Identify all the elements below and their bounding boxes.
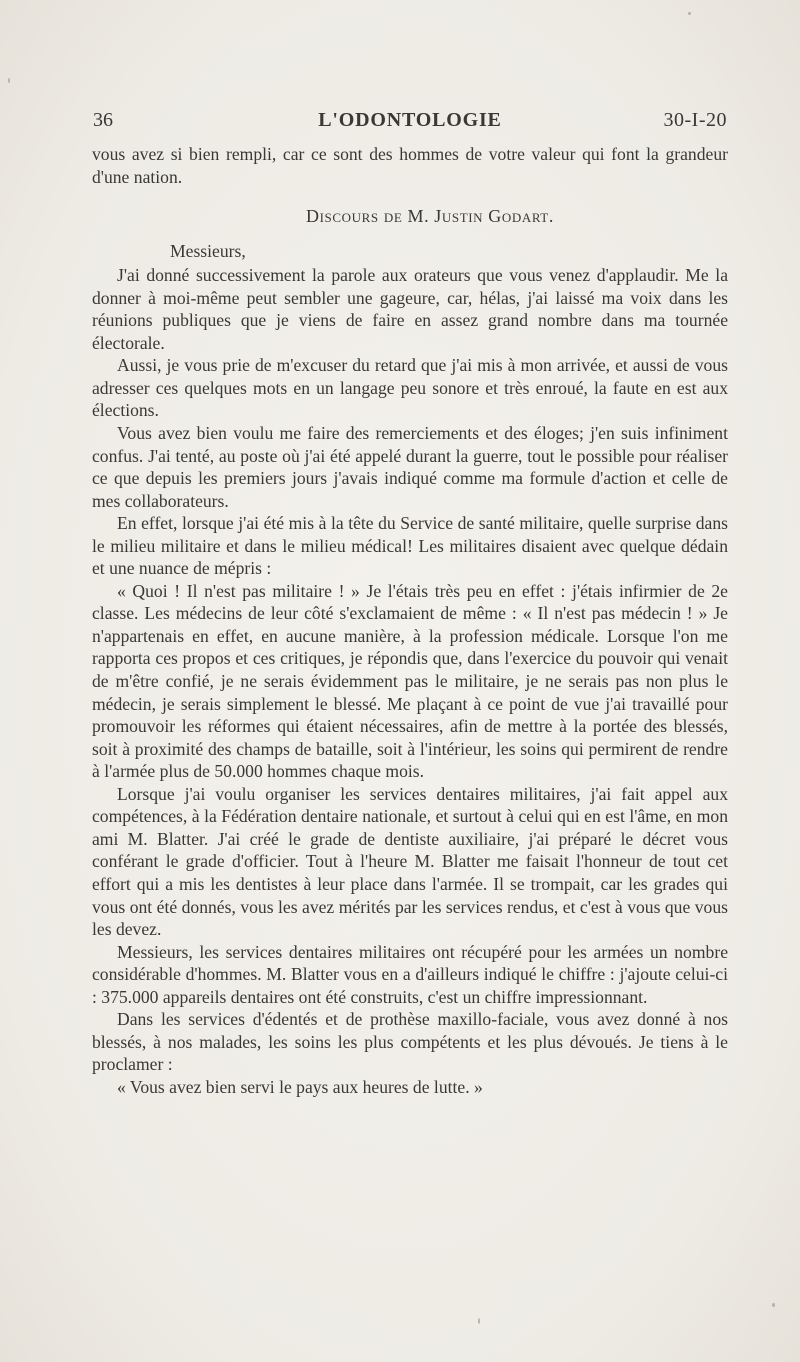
paragraph: Lorsque j'ai voulu organiser les services dentaires militaires, j'ai fait appel aux compétences, à la Fédération dentaire nationale, et surtout à celui qui en est l'âme, en mon ami M. Blatter. J'ai créé le grade de dentiste auxiliaire, j'ai préparé le décret vous conférant le grade d'officier. Tout à l'heure M. Blatter me faisait l'honneur de tout cet effort qui a mis les dentistes à leur place dans l'armée. Il se trompait, car les grades qui vous ont été donnés, vous les avez mérités par les services rendus, et c'est à vous que vous les devez.	[92, 783, 728, 940]
article-body	[92, 143, 728, 1098]
issue-date: 30-I-20	[663, 109, 727, 131]
paragraph: En effet, lorsque j'ai été mis à la tête du Service de santé militaire, quelle surprise dans le milieu militaire et dans le milieu médical! Les militaires disaient avec quelque dédain et une nuance de mépris :	[92, 513, 728, 579]
paper-speck	[772, 1303, 775, 1307]
section-heading: Discours de M. Justin Godart.	[306, 206, 554, 227]
journal-title: L'ODONTOLOGIE	[318, 109, 502, 131]
intro-paragraph: vous avez si bien rempli, car ce sont des hommes de votre valeur qui font la grandeur d'une nation.	[92, 144, 728, 187]
paper-speck	[8, 78, 10, 83]
paragraph: Aussi, je vous prie de m'excuser du retard que j'ai mis à mon arrivée, et aussi de vous adresser ces quelques mots en un langage peu sonore et très enroué, la faute en est aux élections.	[92, 355, 728, 421]
paragraph: « Quoi ! Il n'est pas militaire ! » Je l'étais très peu en effet : j'étais infirmier de 2e classe. Les médecins de leur côté s'exclamaient de même : « Il n'est pas médecin ! » Je n'appartenais en effet, en aucune manière, à la profession médicale. Lorsque l'on me rapporta ces propos et ces critiques, je répondis que, dans l'exercice du pouvoir qui venait de m'être confié, je ne serais évidemment pas le militaire, je ne serais pas non plus le médecin, je serais simplement le blessé. Me plaçant à ce point de vue j'ai travaillé pour promouvoir les réformes qui étaient nécessaires, afin de mettre à la portée des blessés, soit à proximité des champs de bataille, soit à l'intérieur, les soins qui permirent de rendre à l'armée plus de 50.000 hommes chaque mois.	[92, 580, 728, 782]
paragraph: J'ai donné successivement la parole aux orateurs que vous venez d'applaudir. Me la donner à moi-même peut sembler une gageure, car, hélas, j'ai laissé ma voix dans les réunions publiques que je viens de faire en assez grand nombre dans ma tournée électorale.	[92, 265, 728, 353]
paper-speck	[478, 1318, 480, 1324]
paragraph: Dans les services d'édentés et de prothèse maxillo-faciale, vous avez donné à nos blessés, à nos malades, les soins les plus compétents et les plus dévoués. Je tiens à le proclamer :	[92, 1009, 728, 1075]
paragraph: Vous avez bien voulu me faire des remerciements et des éloges; j'en suis infiniment confus. J'ai tenté, au poste où j'ai été appelé durant la guerre, tout le possible pour réaliser ce que depuis les premiers jours j'avais indiqué comme ma formule d'action et celle de mes collaborateurs.	[92, 423, 728, 511]
page-number: 36	[93, 109, 113, 131]
closing-quote: « Vous avez bien servi le pays aux heures de lutte. »	[117, 1076, 483, 1097]
paragraph: Messieurs, les services dentaires militaires ont récupéré pour les armées un nombre considérable d'hommes. M. Blatter vous en a d'ailleurs indiqué le chiffre : j'ajoute celui-ci : 375.000 appareils dentaires ont été construits, c'est un chiffre impressionnant.	[92, 941, 728, 1007]
paper-speck	[688, 12, 691, 15]
running-header	[93, 106, 727, 134]
salutation: Messieurs,	[170, 240, 246, 261]
